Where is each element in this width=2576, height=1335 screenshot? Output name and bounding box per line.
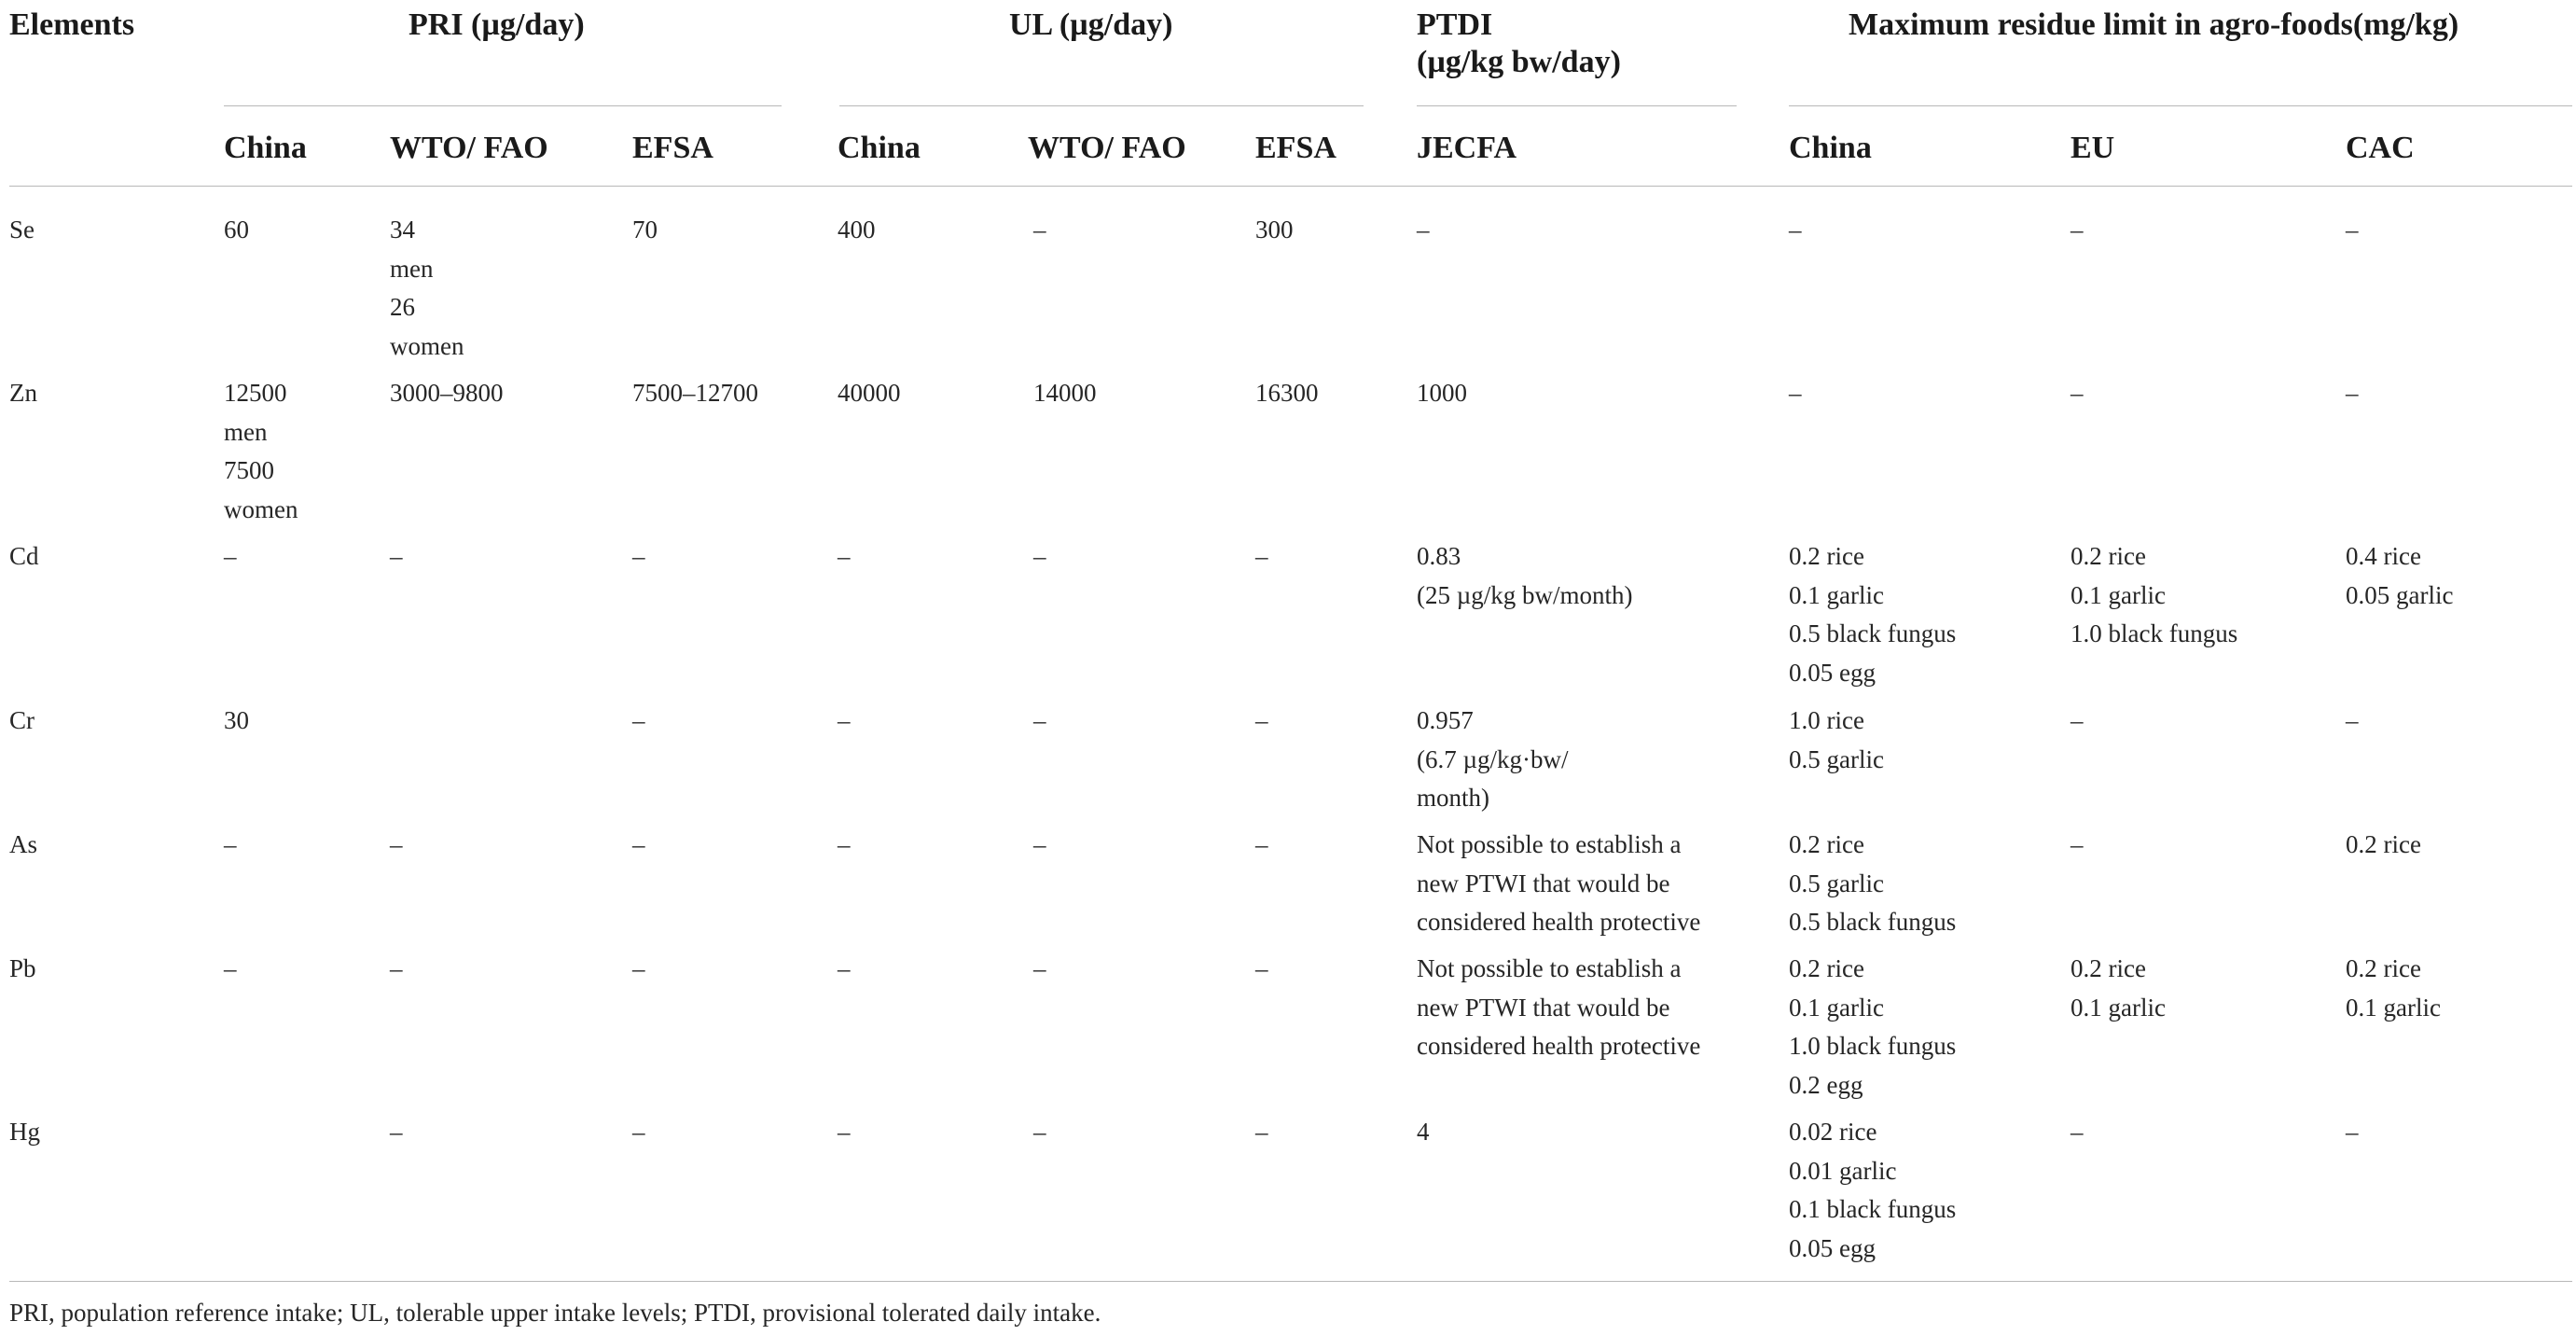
header-elements: Elements [9,7,135,42]
cell-line: – [1255,542,1268,570]
pri-group-rule [224,105,782,106]
cell-ul-china [838,826,851,865]
subheader-pri-wto-fao: WTO/ FAO [390,131,548,165]
cell-line: 0.1 garlic [1789,580,1884,609]
cell-line: women [390,331,464,360]
cell-line: 12500 [224,379,287,407]
cell-mrl-eu [2070,374,2084,413]
cell-line: 0.2 rice [1789,542,1864,570]
cell-line: 7500 [224,456,274,484]
cell-line: 0.05 egg [1789,658,1876,687]
cell-pri-wto [390,950,403,989]
cell-pri-china [224,826,237,865]
cell-ul-efsa [1255,1113,1268,1152]
cell-line: month) [1417,784,1489,812]
cell-line: – [1255,830,1268,858]
cell-element [9,211,35,250]
cell-line: – [838,954,851,982]
header-pri: PRI (µg/day) [409,7,585,42]
subheader-mrl-china: China [1789,131,1872,165]
cell-ptdi [1417,537,1633,615]
cell-mrl-cac [2346,211,2359,250]
cell-ptdi [1417,950,1700,1066]
cell-line: – [2070,1118,2084,1146]
cell-line: 40000 [838,379,901,407]
cell-ul-china [838,374,901,413]
cell-line: Cd [9,542,39,570]
cell-pri-efsa [632,537,645,577]
cell-line: 0.1 garlic [2070,580,2166,609]
cell-line: 0.2 rice [2346,830,2421,858]
cell-pri-china [224,950,237,989]
cell-line: – [1033,954,1046,982]
cell-ptdi [1417,702,1569,818]
cell-line: 34 [390,216,415,243]
cell-line: 0.1 garlic [1789,993,1884,1022]
cell-pri-wto [390,537,403,577]
cell-line: new PTWI that would be [1417,869,1670,897]
cell-pri-wto [390,1113,403,1152]
cell-line: 4 [1417,1118,1430,1146]
subheader-mrl-eu: EU [2070,131,2115,165]
cell-pri-china [224,374,298,529]
cell-pri-efsa [632,826,645,865]
header-ptdi-line2: (µg/kg bw/day) [1417,45,1621,79]
cell-line: Not possible to establish a [1417,830,1682,858]
cell-line: 0.5 garlic [1789,869,1884,897]
cell-pri-china [224,211,249,250]
cell-line: 0.1 garlic [2346,993,2441,1022]
cell-mrl-china [1789,826,1956,942]
cell-line: 0.2 rice [2070,542,2146,570]
cell-line: – [632,706,645,734]
cell-mrl-china [1789,537,1956,692]
cell-line: 400 [838,216,876,243]
cell-line: women [224,494,298,523]
cell-mrl-china [1789,1113,1956,1268]
cell-element [9,702,35,741]
table-footnote: PRI, population reference intake; UL, tolerable upper intake levels; PTDI, provisional tolerated daily intake. [9,1299,1101,1327]
cell-line: Not possible to establish a [1417,954,1682,982]
subheader-mrl-cac: CAC [2346,131,2415,165]
cell-line: – [632,1118,645,1146]
cell-line: 0.1 garlic [2070,993,2166,1022]
cell-line: – [1417,216,1430,243]
cell-line: – [1033,1118,1046,1146]
cell-line: – [1255,706,1268,734]
cell-line: 16300 [1255,379,1319,407]
cell-pri-wto [390,374,504,413]
cell-ptdi [1417,211,1430,250]
cell-line: Zn [9,379,37,407]
cell-line: – [390,830,403,858]
cell-line: 0.01 garlic [1789,1156,1897,1185]
cell-line: 14000 [1033,379,1097,407]
subheader-ul-wto-fao: WTO/ FAO [1028,131,1186,165]
subheader-ul-china: China [838,131,921,165]
subheader-ul-efsa: EFSA [1255,131,1336,165]
cell-line: – [390,954,403,982]
cell-ul-efsa [1255,826,1268,865]
cell-line: 0.2 rice [2070,954,2146,982]
cell-pri-china [224,702,249,741]
cell-ptdi [1417,1113,1430,1152]
cell-line: 0.1 black fungus [1789,1195,1957,1223]
cell-line: 1.0 rice [1789,706,1864,734]
cell-pri-china [224,537,237,577]
cell-line: 0.83 [1417,542,1461,570]
cell-line: 0.5 black fungus [1789,908,1957,936]
cell-line: (6.7 µg/kg·bw/ [1417,744,1569,773]
cell-line: – [390,542,403,570]
cell-ul-china [838,702,851,741]
cell-line: – [1033,706,1046,734]
cell-line: 3000–9800 [390,379,504,407]
cell-line: 0.02 rice [1789,1118,1877,1146]
cell-line: 0.5 garlic [1789,744,1884,773]
cell-ul-wto [1033,374,1097,413]
cell-mrl-eu [2070,826,2084,865]
cell-ul-wto [1033,537,1046,577]
cell-line: – [224,954,237,982]
header-bottom-rule [9,186,2572,187]
cell-line: (25 µg/kg bw/month) [1417,580,1633,609]
cell-line: Cr [9,706,35,734]
cell-pri-efsa [632,950,645,989]
cell-line: 300 [1255,216,1294,243]
cell-line: As [9,830,38,858]
cell-element [9,1113,40,1152]
cell-line: 70 [632,216,658,243]
cell-ul-efsa [1255,374,1319,413]
mrl-group-rule [1789,105,2572,106]
cell-line: Hg [9,1118,40,1146]
cell-mrl-cac [2346,702,2359,741]
cell-line: – [1789,216,1802,243]
cell-line: – [632,954,645,982]
cell-line: 0.5 black fungus [1789,619,1957,647]
cell-ul-wto [1033,211,1046,250]
cell-line: considered health protective [1417,1032,1701,1060]
subheader-pri-china: China [224,131,307,165]
cell-ul-wto [1033,1113,1046,1152]
cell-line: 0.2 rice [1789,830,1864,858]
cell-mrl-cac [2346,826,2421,865]
cell-line: 0.2 rice [2346,954,2421,982]
cell-line: men [224,417,268,446]
cell-line: – [838,542,851,570]
cell-line: – [224,542,237,570]
cell-line: – [2346,379,2359,407]
cell-mrl-eu [2070,211,2084,250]
cell-line: – [1033,830,1046,858]
cell-line: – [2070,379,2084,407]
cell-pri-efsa [632,374,758,413]
cell-line: – [1255,954,1268,982]
cell-element [9,537,39,577]
cell-line: – [2070,830,2084,858]
cell-ul-china [838,211,876,250]
cell-line: – [1033,542,1046,570]
subheader-ptdi-jecfa: JECFA [1417,131,1517,165]
cell-ul-efsa [1255,950,1268,989]
cell-line: 0.2 rice [1789,954,1864,982]
cell-line: 60 [224,216,249,243]
cell-line: – [1255,1118,1268,1146]
cell-pri-efsa [632,211,658,250]
cell-line: – [632,830,645,858]
cell-mrl-china [1789,211,1802,250]
cell-mrl-cac [2346,537,2453,615]
cell-pri-wto [390,826,403,865]
cell-mrl-eu [2070,702,2084,741]
ul-group-rule [839,105,1364,106]
cell-element [9,826,37,865]
cell-ul-efsa [1255,537,1268,577]
cell-line: Se [9,216,35,243]
cell-pri-efsa [632,1113,645,1152]
cell-line: 0.05 egg [1789,1233,1876,1262]
ptdi-group-rule [1417,105,1737,106]
cell-mrl-china [1789,950,1956,1105]
cell-line: – [2070,216,2084,243]
cell-element [9,374,37,413]
cell-mrl-cac [2346,1113,2359,1152]
cell-ptdi [1417,374,1467,413]
cell-line: new PTWI that would be [1417,993,1670,1022]
cell-ul-wto [1033,702,1046,741]
cell-line: – [838,1118,851,1146]
cell-line: – [390,1118,403,1146]
cell-line: 0.957 [1417,706,1474,734]
header-mrl: Maximum residue limit in agro-foods(mg/kg) [1849,7,2459,42]
cell-ul-china [838,537,851,577]
cell-line: – [1033,216,1046,243]
cell-line: – [2346,216,2359,243]
cell-line: men [390,254,434,283]
cell-line: 0.2 egg [1789,1070,1863,1099]
cell-mrl-eu [2070,537,2237,654]
cell-line: 26 [390,293,415,321]
cell-ul-wto [1033,826,1046,865]
cell-line: 1000 [1417,379,1467,407]
cell-ul-china [838,950,851,989]
cell-line: 30 [224,706,249,734]
table-bottom-rule [9,1281,2572,1282]
cell-ptdi [1417,826,1700,942]
cell-mrl-eu [2070,1113,2084,1152]
subheader-pri-efsa: EFSA [632,131,713,165]
cell-pri-efsa [632,702,645,741]
cell-mrl-china [1789,702,1884,779]
cell-line: 7500–12700 [632,379,758,407]
cell-mrl-china [1789,374,1802,413]
cell-line: 0.05 garlic [2346,580,2454,609]
cell-line: – [1789,379,1802,407]
cell-line: 1.0 black fungus [1789,1032,1957,1060]
cell-line: – [2070,706,2084,734]
cell-line: Pb [9,954,36,982]
cell-line: – [224,830,237,858]
cell-element [9,950,36,989]
cell-line: – [838,706,851,734]
cell-pri-wto [390,211,464,366]
header-ul: UL (µg/day) [1009,7,1173,42]
header-ptdi-line1: PTDI [1417,7,1493,42]
cell-ul-china [838,1113,851,1152]
cell-ul-wto [1033,950,1046,989]
cell-line: 1.0 black fungus [2070,619,2238,647]
cell-line: – [2346,1118,2359,1146]
cell-line: – [838,830,851,858]
cell-line: 0.4 rice [2346,542,2421,570]
cell-mrl-cac [2346,374,2359,413]
cell-mrl-eu [2070,950,2166,1027]
cell-line: considered health protective [1417,908,1701,936]
cell-ul-efsa [1255,702,1268,741]
cell-line: – [2346,706,2359,734]
cell-mrl-cac [2346,950,2441,1027]
cell-ul-efsa [1255,211,1294,250]
cell-line: – [632,542,645,570]
